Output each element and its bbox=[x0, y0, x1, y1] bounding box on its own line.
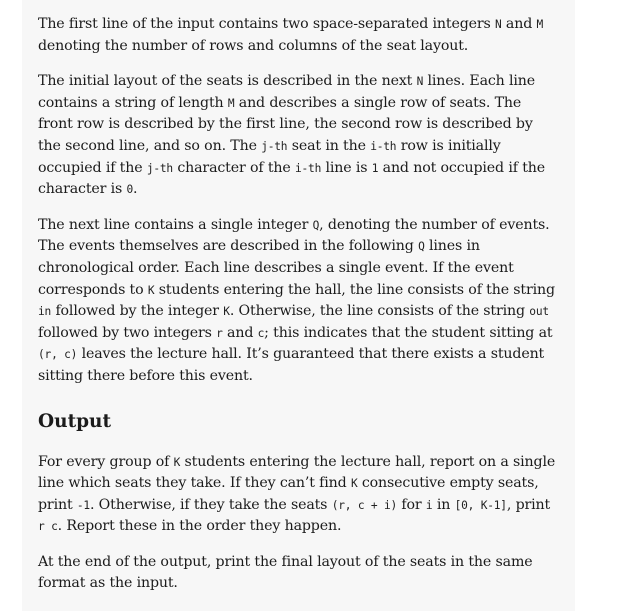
input-paragraph-3 bbox=[38, 215, 559, 388]
inline-code: out bbox=[529, 305, 549, 319]
text-run: , denoting the number of events. The events themselves are described in the following bbox=[38, 216, 550, 255]
text-run: and bbox=[222, 324, 258, 341]
inline-code: K bbox=[350, 477, 358, 491]
text-run: students entering the hall, the line consists of the string bbox=[154, 281, 555, 298]
inline-code: K bbox=[223, 305, 230, 319]
text-run: character of the bbox=[172, 159, 295, 176]
inline-code: j-th bbox=[146, 161, 173, 175]
text-run: denoting the number of rows and columns of the seat layout. bbox=[38, 37, 469, 54]
inline-code: i-th bbox=[294, 161, 322, 175]
inline-code: K bbox=[147, 283, 155, 297]
text-run: lines. Each line contains a string of length bbox=[38, 73, 536, 111]
inline-code: N bbox=[416, 75, 424, 89]
text-run: followed by the integer bbox=[51, 303, 224, 320]
output-heading: Output bbox=[38, 410, 112, 432]
text-run: lines in chronological order. Each line describes a single event. If the event corresponds to bbox=[38, 238, 514, 298]
text-run: students entering the lecture hall, report on a single line which seats they take. If they can’t find bbox=[38, 453, 556, 492]
output-paragraph-1 bbox=[38, 452, 559, 538]
inline-code: Q bbox=[418, 240, 425, 254]
problem-statement-panel bbox=[22, 0, 575, 611]
text-run: , print bbox=[506, 496, 551, 513]
text-run: At the end of the output, print the final layout of the seats in the same format as the input. bbox=[38, 553, 533, 592]
inline-code: r c bbox=[38, 520, 58, 534]
inline-code: i-th bbox=[370, 139, 397, 153]
inline-code: i bbox=[425, 498, 433, 512]
text-run: row is initially occupied if the bbox=[38, 137, 501, 176]
inline-code: M bbox=[227, 96, 235, 110]
text-run: line is bbox=[321, 159, 372, 176]
text-run: seat in the bbox=[287, 137, 371, 154]
inline-code: [0, K-1] bbox=[454, 498, 507, 512]
text-run: leaves the lecture hall. It’s guaranteed that there exists a student sitting there before this event. bbox=[38, 346, 545, 384]
inline-code: (r, c + i) bbox=[331, 498, 398, 512]
inline-code: K bbox=[173, 455, 181, 469]
text-run: . bbox=[133, 181, 138, 198]
text-run: in bbox=[432, 496, 455, 513]
text-run: . Report these in the order they happen. bbox=[57, 518, 342, 535]
inline-code: Q bbox=[312, 218, 320, 232]
inline-code: M bbox=[536, 18, 544, 31]
inline-code: N bbox=[495, 18, 502, 31]
text-run: The initial layout of the seats is described in the next bbox=[38, 73, 417, 90]
text-run: The next line contains a single integer bbox=[38, 216, 313, 233]
text-run: . Otherwise, if they take the seats bbox=[89, 496, 332, 513]
inline-code: (r, c) bbox=[38, 348, 78, 362]
inline-code: 0 bbox=[126, 183, 134, 197]
text-run: consecutive empty seats, print bbox=[38, 475, 539, 513]
text-run: For every group of bbox=[38, 453, 174, 470]
text-run: ; this indicates that the student sitting at bbox=[264, 324, 553, 341]
input-paragraph-2 bbox=[38, 71, 559, 201]
text-run: and bbox=[501, 16, 537, 32]
text-run: and not occupied if the character is bbox=[38, 159, 545, 198]
inline-code: c bbox=[257, 326, 265, 340]
inline-code: r bbox=[216, 326, 223, 340]
text-run: for bbox=[397, 496, 426, 513]
inline-code: j-th bbox=[261, 139, 288, 153]
text-run: The first line of the input contains two space-separated integers bbox=[38, 16, 496, 32]
inline-code: in bbox=[38, 305, 52, 319]
text-run: and describes a single row of seats. The front row is described by the first line, the second row is described by the second line, and so on. The bbox=[38, 94, 533, 154]
input-paragraph-1 bbox=[38, 14, 559, 57]
text-run: . Otherwise, the line consists of the string bbox=[229, 303, 530, 320]
inline-code: 1 bbox=[371, 161, 379, 175]
text-run: followed by two integers bbox=[38, 324, 217, 341]
output-paragraph-2 bbox=[38, 552, 559, 595]
inline-code: -1 bbox=[76, 498, 90, 512]
